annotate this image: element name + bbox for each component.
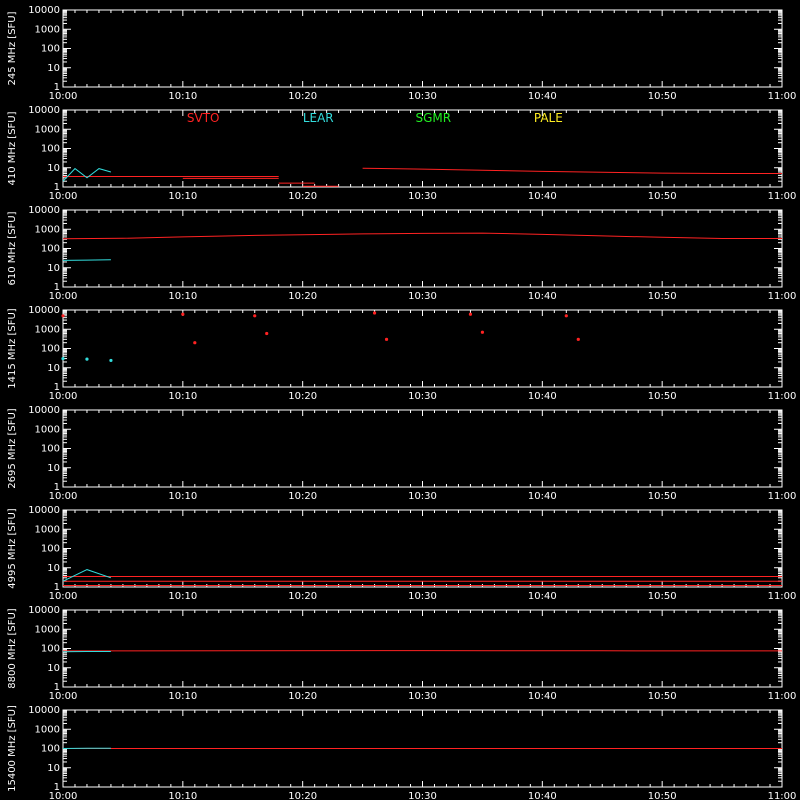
plot-frame bbox=[63, 510, 782, 587]
y-tick-label: 10 bbox=[47, 162, 60, 174]
x-tick-label: 10:40 bbox=[527, 391, 557, 402]
panel-0 bbox=[7, 5, 796, 102]
series-svto-point bbox=[577, 338, 580, 341]
x-tick-label: 11:00 bbox=[767, 591, 797, 602]
y-tick-label: 100 bbox=[40, 143, 60, 155]
series-svto-point bbox=[265, 332, 268, 335]
x-tick-label: 10:00 bbox=[48, 391, 78, 402]
series-svto-line bbox=[363, 168, 782, 173]
panel-4 bbox=[7, 405, 796, 502]
x-tick-label: 11:00 bbox=[767, 191, 797, 202]
series-lear-line bbox=[63, 260, 111, 261]
y-tick-label: 100 bbox=[40, 443, 60, 455]
x-tick-label: 11:00 bbox=[767, 291, 797, 302]
y-tick-label: 10000 bbox=[28, 605, 60, 616]
x-tick-label: 10:20 bbox=[288, 791, 318, 800]
x-tick-label: 10:10 bbox=[168, 491, 198, 502]
y-tick-label: 1000 bbox=[34, 224, 60, 236]
x-tick-label: 10:40 bbox=[527, 491, 557, 502]
x-tick-label: 10:20 bbox=[288, 491, 318, 502]
x-tick-label: 10:30 bbox=[408, 791, 437, 800]
y-tick-label: 1 bbox=[53, 582, 60, 593]
x-tick-label: 10:50 bbox=[647, 591, 677, 602]
y-tick-label: 1000 bbox=[34, 624, 60, 636]
y-axis-label: 245 MHz [SFU] bbox=[7, 11, 18, 86]
y-tick-label: 1 bbox=[53, 682, 60, 693]
series-svto-point bbox=[61, 314, 64, 317]
x-tick-label: 10:00 bbox=[48, 691, 78, 702]
y-tick-label: 100 bbox=[40, 743, 60, 755]
y-tick-label: 100 bbox=[40, 643, 60, 655]
y-tick-label: 10 bbox=[47, 62, 60, 74]
legend-label-lear: LEAR bbox=[302, 111, 334, 125]
x-tick-label: 10:20 bbox=[288, 691, 318, 702]
panel-2 bbox=[7, 205, 796, 302]
x-tick-label: 10:30 bbox=[408, 391, 437, 402]
y-tick-label: 10 bbox=[47, 362, 60, 374]
x-tick-label: 10:50 bbox=[647, 291, 677, 302]
plot-frame bbox=[63, 310, 782, 387]
plot-frame bbox=[63, 610, 782, 687]
x-tick-label: 10:40 bbox=[527, 191, 557, 202]
y-tick-label: 1 bbox=[53, 382, 60, 393]
x-tick-label: 10:50 bbox=[647, 191, 677, 202]
x-tick-label: 10:00 bbox=[48, 591, 78, 602]
y-tick-label: 1000 bbox=[34, 324, 60, 336]
x-tick-label: 10:10 bbox=[168, 591, 198, 602]
y-tick-label: 1000 bbox=[34, 124, 60, 136]
y-tick-label: 10000 bbox=[28, 705, 60, 716]
x-tick-label: 10:20 bbox=[288, 91, 318, 102]
legend-label-pale: PALE bbox=[533, 111, 563, 125]
x-tick-label: 10:30 bbox=[408, 91, 437, 102]
x-tick-label: 10:20 bbox=[288, 391, 318, 402]
y-axis-label: 15400 MHz [SFU] bbox=[7, 705, 18, 792]
x-tick-label: 10:40 bbox=[527, 691, 557, 702]
series-lear-line bbox=[63, 169, 111, 182]
x-tick-label: 10:50 bbox=[647, 391, 677, 402]
x-tick-label: 10:20 bbox=[288, 591, 318, 602]
y-tick-label: 10000 bbox=[28, 305, 60, 316]
x-tick-label: 11:00 bbox=[767, 91, 797, 102]
x-tick-label: 10:50 bbox=[647, 491, 677, 502]
y-tick-label: 10 bbox=[47, 762, 60, 774]
series-svto-point bbox=[373, 311, 376, 314]
plot-frame bbox=[63, 410, 782, 487]
x-tick-label: 10:10 bbox=[168, 91, 198, 102]
y-axis-label: 1415 MHz [SFU] bbox=[7, 308, 18, 389]
y-tick-label: 10000 bbox=[28, 405, 60, 416]
series-svto-point bbox=[253, 314, 256, 317]
plot-frame bbox=[63, 10, 782, 87]
panel-6 bbox=[7, 605, 796, 702]
x-tick-label: 10:20 bbox=[288, 291, 318, 302]
y-tick-label: 1000 bbox=[34, 724, 60, 736]
y-tick-label: 10 bbox=[47, 262, 60, 274]
y-tick-label: 10000 bbox=[28, 105, 60, 116]
series-svto-line bbox=[63, 233, 782, 239]
legend-label-svto: SVTO bbox=[186, 111, 220, 125]
x-tick-label: 10:50 bbox=[647, 691, 677, 702]
series-lear-point bbox=[109, 359, 112, 362]
series-svto-point bbox=[181, 313, 184, 316]
y-tick-label: 100 bbox=[40, 343, 60, 355]
y-tick-label: 10 bbox=[47, 462, 60, 474]
y-axis-label: 610 MHz [SFU] bbox=[7, 211, 18, 286]
x-tick-label: 10:20 bbox=[288, 191, 318, 202]
plot-frame bbox=[63, 210, 782, 287]
x-tick-label: 10:10 bbox=[168, 291, 198, 302]
series-lear-point bbox=[85, 358, 88, 361]
x-tick-label: 10:30 bbox=[408, 491, 437, 502]
y-tick-label: 10000 bbox=[28, 5, 60, 16]
y-axis-label: 2695 MHz [SFU] bbox=[7, 408, 18, 489]
x-tick-label: 10:40 bbox=[527, 591, 557, 602]
y-tick-label: 10000 bbox=[28, 505, 60, 516]
y-tick-label: 1000 bbox=[34, 424, 60, 436]
x-tick-label: 11:00 bbox=[767, 791, 797, 800]
y-tick-label: 100 bbox=[40, 43, 60, 55]
y-tick-label: 1000 bbox=[34, 524, 60, 536]
x-tick-label: 10:00 bbox=[48, 791, 78, 800]
x-tick-label: 10:40 bbox=[527, 291, 557, 302]
panel-3 bbox=[7, 305, 796, 402]
x-tick-label: 10:00 bbox=[48, 491, 78, 502]
x-tick-label: 10:10 bbox=[168, 191, 198, 202]
y-tick-label: 10 bbox=[47, 562, 60, 574]
x-tick-label: 10:10 bbox=[168, 791, 198, 800]
y-tick-label: 1000 bbox=[34, 24, 60, 36]
y-axis-label: 410 MHz [SFU] bbox=[7, 111, 18, 186]
x-tick-label: 10:00 bbox=[48, 291, 78, 302]
x-tick-label: 11:00 bbox=[767, 491, 797, 502]
legend-label-sgmr: SGMR bbox=[415, 111, 452, 125]
panel-5 bbox=[7, 505, 796, 602]
panel-7 bbox=[7, 705, 796, 800]
x-tick-label: 10:10 bbox=[168, 391, 198, 402]
x-tick-label: 10:40 bbox=[527, 791, 557, 800]
y-tick-label: 1 bbox=[53, 282, 60, 293]
x-tick-label: 10:40 bbox=[527, 91, 557, 102]
series-svto-point bbox=[193, 341, 196, 344]
x-tick-label: 10:50 bbox=[647, 791, 677, 800]
series-svto-point bbox=[481, 331, 484, 334]
x-tick-label: 10:30 bbox=[408, 691, 437, 702]
y-axis-label: 4995 MHz [SFU] bbox=[7, 508, 18, 589]
y-tick-label: 1 bbox=[53, 782, 60, 793]
x-tick-label: 10:10 bbox=[168, 691, 198, 702]
x-tick-label: 11:00 bbox=[767, 391, 797, 402]
series-lear-point bbox=[61, 357, 64, 360]
series-svto-point bbox=[565, 314, 568, 317]
x-tick-label: 10:00 bbox=[48, 91, 78, 102]
panel-1 bbox=[7, 105, 796, 202]
x-tick-label: 11:00 bbox=[767, 691, 797, 702]
x-tick-label: 10:50 bbox=[647, 91, 677, 102]
x-tick-label: 10:30 bbox=[408, 191, 437, 202]
y-tick-label: 100 bbox=[40, 243, 60, 255]
series-lear-line bbox=[63, 570, 111, 582]
y-tick-label: 1 bbox=[53, 182, 60, 193]
y-axis-label: 8800 MHz [SFU] bbox=[7, 608, 18, 689]
series-svto-point bbox=[469, 313, 472, 316]
y-tick-label: 10000 bbox=[28, 205, 60, 216]
y-tick-label: 1 bbox=[53, 482, 60, 493]
x-tick-label: 10:30 bbox=[408, 591, 437, 602]
y-tick-label: 100 bbox=[40, 543, 60, 555]
y-tick-label: 10 bbox=[47, 662, 60, 674]
y-tick-label: 1 bbox=[53, 82, 60, 93]
series-svto-point bbox=[385, 338, 388, 341]
x-tick-label: 10:00 bbox=[48, 191, 78, 202]
x-tick-label: 10:30 bbox=[408, 291, 437, 302]
